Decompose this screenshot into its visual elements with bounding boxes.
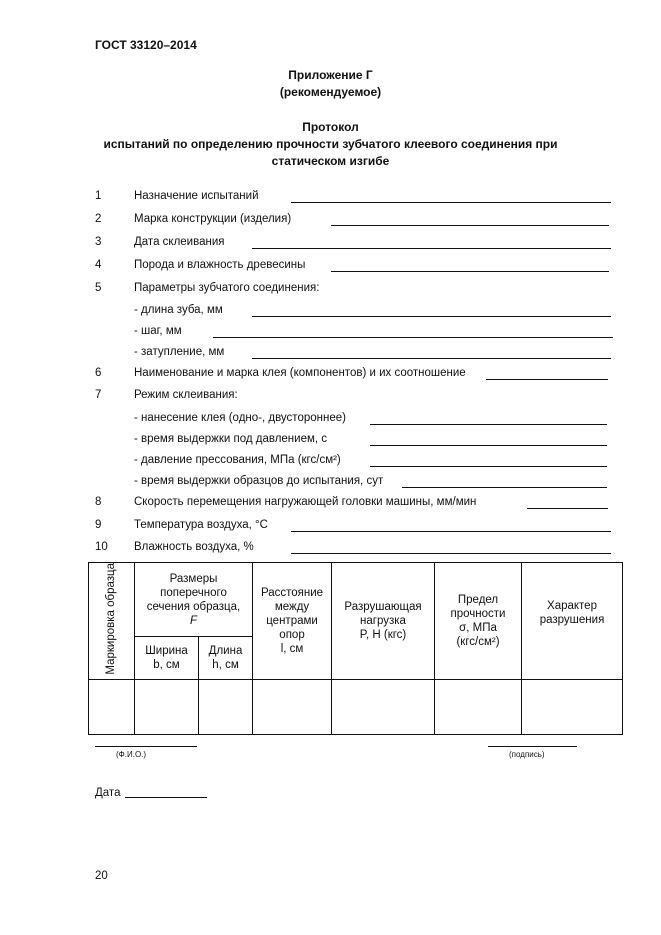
protocol-subtitle-line1: испытаний по определению прочности зубчатого клеевого соединения при (103, 137, 558, 151)
header-load-label: Разрушающая нагрузка (344, 600, 422, 627)
row-number: 7 (95, 389, 102, 401)
row-label: - нанесение клея (одно-, двустороннее) (134, 412, 346, 424)
row-label: Параметры зубчатого соединения: (134, 282, 320, 294)
row-number: 5 (95, 282, 102, 294)
header-cell-dimensions (135, 563, 253, 637)
table-cell[interactable] (89, 679, 135, 734)
table-cell[interactable] (332, 679, 435, 734)
subheader-length-label: Длина (208, 644, 243, 657)
header-cell-distance (253, 563, 332, 680)
row-number: 1 (95, 190, 102, 202)
fill-in-line[interactable] (213, 337, 613, 338)
header-marking-label: Маркировка образца (105, 563, 117, 675)
row-number: 4 (95, 259, 102, 271)
fill-in-line[interactable] (486, 379, 608, 380)
appendix-subtitle: (рекомендуемое) (279, 85, 382, 99)
row-label: - затупление, мм (134, 346, 225, 358)
fill-in-line[interactable] (252, 358, 611, 359)
row-label: Назначение испытаний (134, 190, 259, 202)
document-standard-code: ГОСТ 33120–2014 (95, 38, 197, 52)
header-distance-unit: l, см (280, 642, 304, 655)
fill-in-line[interactable] (370, 445, 607, 446)
row-number: 6 (95, 367, 102, 379)
date-line[interactable] (125, 797, 207, 798)
header-strength-label: Предел прочности (450, 593, 506, 620)
subheader-width-label: Ширина (145, 644, 188, 657)
row-label: Режим склеивания: (134, 389, 238, 401)
table-header-row (89, 563, 623, 637)
fill-in-line[interactable] (291, 553, 611, 554)
row-number: 9 (95, 519, 102, 531)
table-cell[interactable] (135, 679, 199, 734)
fill-in-line[interactable] (252, 316, 611, 317)
row-label: - время выдержки образцов до испытания, сут (134, 475, 384, 487)
subheader-length-unit: h, см (212, 658, 239, 671)
row-label: Скорость перемещения нагружающей головки машины, мм/мин (134, 496, 477, 508)
row-label: - шаг, мм (134, 325, 182, 337)
protocol-title: Протокол (302, 120, 359, 134)
table-cell[interactable] (199, 679, 253, 734)
fio-line[interactable] (95, 746, 197, 747)
row-number: 8 (95, 496, 102, 508)
row-label: - давление прессования, МПа (кгс/см²) (134, 454, 341, 466)
table-cell[interactable] (253, 679, 332, 734)
fill-in-line[interactable] (331, 271, 609, 272)
fill-in-line[interactable] (370, 424, 607, 425)
row-label: Наименование и марка клея (компонентов) и их соотношение (134, 367, 466, 379)
fill-in-line[interactable] (252, 248, 611, 249)
row-number: 3 (95, 236, 102, 248)
protocol-subtitle-line2: статическом изгибе (271, 154, 390, 168)
signature-line[interactable] (488, 746, 577, 747)
header-cell-strength (435, 563, 522, 680)
row-label: Дата склеивания (134, 236, 225, 248)
fill-in-line[interactable] (370, 466, 607, 467)
header-strength-unit: σ, МПа (459, 621, 497, 634)
row-number: 10 (95, 541, 108, 553)
fill-in-line[interactable] (291, 202, 611, 203)
fill-in-line[interactable] (331, 225, 609, 226)
table-cell[interactable] (522, 679, 623, 734)
row-label: Марка конструкции (изделия) (134, 213, 292, 225)
results-table (88, 562, 623, 735)
header-distance-label: Расстояние между центрами опор (260, 586, 324, 641)
fill-in-line[interactable] (291, 531, 611, 532)
row-label: - длина зуба, мм (134, 304, 223, 316)
page-number: 20 (95, 870, 108, 882)
header-failure-label: Характер разрушения (539, 600, 605, 626)
row-number: 2 (95, 213, 102, 225)
header-dimensions-label: Размеры поперечного сечения образца, (146, 572, 241, 613)
header-cell-marking (89, 563, 135, 680)
header-load-unit: P, Н (кгс) (359, 628, 407, 641)
row-label: Порода и влажность древесины (134, 259, 306, 271)
row-label: Температура воздуха, °С (134, 519, 268, 531)
table-row (89, 679, 623, 734)
fill-in-line[interactable] (402, 487, 607, 488)
table-cell[interactable] (435, 679, 522, 734)
appendix-title: Приложение Г (288, 68, 373, 82)
subheader-width-unit: b, см (153, 658, 180, 671)
subheader-cell-width (135, 637, 199, 679)
header-cell-load (332, 563, 435, 680)
date-label: Дата (95, 787, 121, 799)
header-cell-failure (522, 563, 623, 680)
header-dimensions-symbol: F (189, 614, 198, 627)
signature-caption: (подпись) (509, 750, 545, 759)
subheader-cell-length (199, 637, 253, 679)
row-label: - время выдержки под давлением, с (134, 433, 328, 445)
fill-in-line[interactable] (527, 508, 608, 509)
header-strength-unit2: (кгс/см²) (456, 635, 500, 648)
fio-caption: (Ф.И.О.) (116, 750, 147, 759)
row-label: Влажность воздуха, % (134, 541, 254, 553)
